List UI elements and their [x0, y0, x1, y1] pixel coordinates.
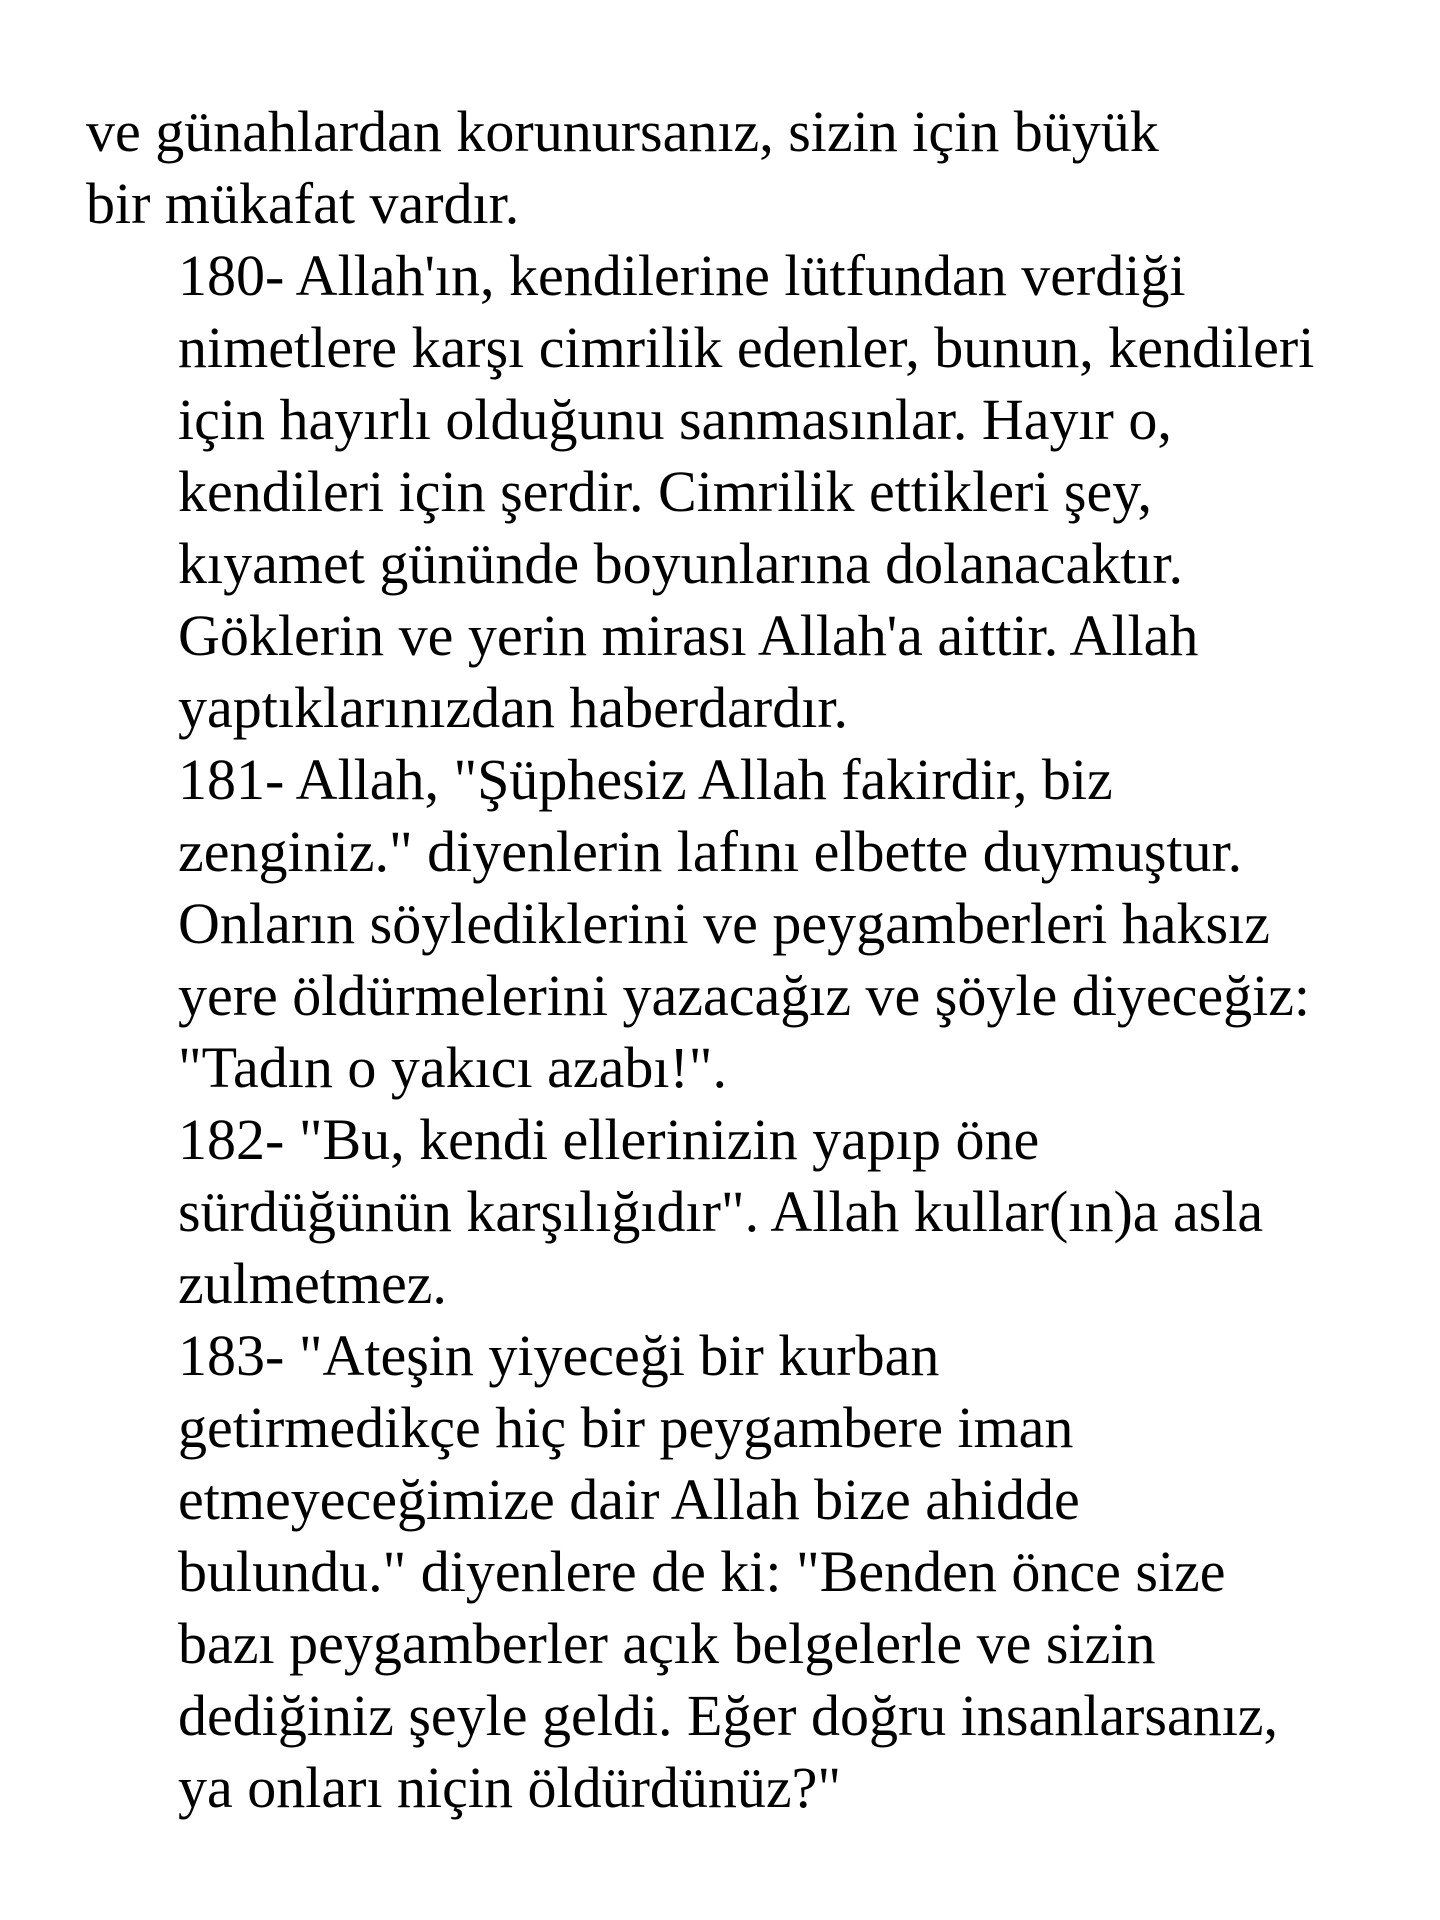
- paragraph-continuation: [86, 96, 1416, 240]
- text-line: "Tadın o yakıcı azabı!".: [178, 1035, 727, 1100]
- text-line: dediğiniz şeyle geldi. Eğer doğru insanlarsanız,: [178, 1683, 1279, 1748]
- text-line: yaptıklarınızdan haberdardır.: [178, 675, 848, 740]
- text-line: bulundu." diyenlere de ki: "Benden önce size: [178, 1539, 1226, 1604]
- text-line: bir mükafat vardır.: [86, 171, 520, 236]
- text-line: 182- "Bu, kendi ellerinizin yapıp öne: [178, 1107, 1040, 1172]
- text-line: zulmetmez.: [178, 1251, 447, 1316]
- text-line: nimetlere karşı cimrilik edenler, bunun, kendileri: [178, 315, 1315, 380]
- verse-182: [86, 1104, 1416, 1320]
- text-line: Göklerin ve yerin mirası Allah'a aittir. Allah: [178, 603, 1199, 668]
- text-line: 183- "Ateşin yiyeceği bir kurban: [178, 1323, 940, 1388]
- text-line: bazı peygamberler açık belgelerle ve sizin: [178, 1611, 1156, 1676]
- text-line: sürdüğünün karşılığıdır". Allah kullar(ın)a asla: [178, 1179, 1264, 1244]
- text-line: ya onları niçin öldürdünüz?": [178, 1755, 842, 1820]
- text-line: yere öldürmelerini yazacağız ve şöyle diyeceğiz:: [178, 963, 1311, 1028]
- text-line: getirmedikçe hiç bir peygambere iman: [178, 1395, 1074, 1460]
- text-line: zenginiz." diyenlerin lafını elbette duymuştur.: [178, 819, 1243, 884]
- text-line: ve günahlardan korunursanız, sizin için büyük: [86, 99, 1159, 164]
- document-page: [86, 96, 1416, 1824]
- text-line: için hayırlı olduğunu sanmasınlar. Hayır o,: [178, 387, 1172, 452]
- text-line: 181- Allah, "Şüphesiz Allah fakirdir, biz: [178, 747, 1113, 812]
- text-line: 180- Allah'ın, kendilerine lütfundan verdiği: [178, 243, 1186, 308]
- text-line: kıyamet gününde boyunlarına dolanacaktır.: [178, 531, 1184, 596]
- verse-180: [86, 240, 1416, 744]
- verse-183: [86, 1320, 1416, 1824]
- text-line: Onların söylediklerini ve peygamberleri haksız: [178, 891, 1270, 956]
- text-line: etmeyeceğimize dair Allah bize ahidde: [178, 1467, 1080, 1532]
- text-line: kendileri için şerdir. Cimrilik ettikleri şey,: [178, 459, 1152, 524]
- verse-181: [86, 744, 1416, 1104]
